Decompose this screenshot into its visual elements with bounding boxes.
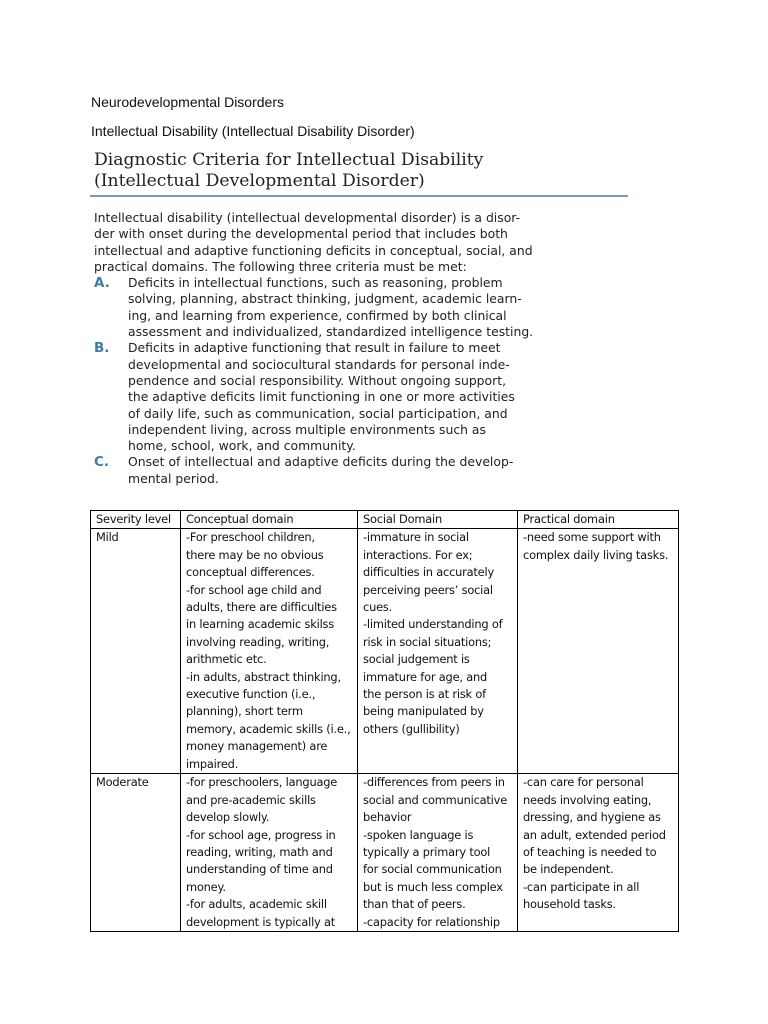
severity-cell: Mild — [91, 529, 181, 774]
header-practical-domain: Practical domain — [518, 511, 679, 529]
conceptual-cell: -for preschoolers, language and pre-academic skills develop slowly. -for school age, progress in reading, writing, math and understanding of time and money. -for adults, academic skill development is typically at — [181, 774, 358, 932]
document-heading-chapter: Neurodevelopmental Disorders — [91, 94, 284, 110]
table-row — [91, 529, 679, 774]
excerpt-intro: Intellectual disability (intellectual developmental disorder) is a disor- der with onset during the developmental period that includes both intellectual and adaptive functioning deficits in conceptual, social, and practical domains. The following three criteria must be met: — [94, 210, 533, 274]
criterion-text: Onset of intellectual and adaptive deficits during the develop- mental period. — [128, 454, 514, 486]
criterion-a — [94, 275, 634, 340]
document-heading-topic: Intellectual Disability (Intellectual Disability Disorder) — [91, 123, 415, 139]
header-severity-level: Severity level — [91, 511, 181, 529]
severity-table — [90, 510, 679, 932]
criteria-list — [94, 275, 634, 487]
criterion-text: Deficits in adaptive functioning that result in failure to meet developmental and sociocultural standards for personal inde- pendence and social responsibility. Without ongoing support, the adaptive deficits limit functioning in one or more activities of daily life, such as communication, social participation, and independent living, across multiple environments such as home, school, work, and community. — [128, 340, 515, 454]
social-cell: -immature in social interactions. For ex; difficulties in accurately perceiving peers’ social cues. -limited understanding of risk in social situations; social judgement is immature for age, and the person is at risk of being manipulated by others (gullibility) — [358, 529, 518, 774]
criterion-letter: C. — [94, 454, 110, 471]
conceptual-cell: -For preschool children, there may be no obvious conceptual differences. -for school age child and adults, there are difficulties in learning academic skilss involving reading, writing, arithmetic etc. -in adults, abstract thinking, executive function (i.e., planning), short term memory, academic skills (i.e., money management) are impaired. — [181, 529, 358, 774]
dsm-criteria-excerpt — [94, 150, 634, 487]
criterion-b — [94, 340, 634, 454]
practical-cell: -can care for personal needs involving eating, dressing, and hygiene as an adult, extended period of teaching is needed to be independent. -can participate in all household tasks. — [518, 774, 679, 932]
criterion-text: Deficits in intellectual functions, such as reasoning, problem solving, planning, abstract thinking, judgment, academic learn- ing, and learning from experience, confirmed by both clinical assessment and individualized, standardized intelligence testing. — [128, 275, 534, 340]
criterion-c — [94, 454, 634, 487]
table-row — [91, 774, 679, 932]
table-header-row — [91, 511, 679, 529]
social-cell: -differences from peers in social and communicative behavior -spoken language is typically a primary tool for social communication but is much less complex than that of peers. -capacity for relationship — [358, 774, 518, 932]
criterion-letter: A. — [94, 275, 110, 292]
practical-cell: -need some support with complex daily living tasks. — [518, 529, 679, 774]
severity-cell: Moderate — [91, 774, 181, 932]
header-social-domain: Social Domain — [358, 511, 518, 529]
header-conceptual-domain: Conceptual domain — [181, 511, 358, 529]
title-divider — [90, 195, 628, 197]
excerpt-body — [94, 210, 634, 487]
excerpt-title: Diagnostic Criteria for Intellectual Disability (Intellectual Developmental Disorder) — [94, 150, 484, 191]
criterion-letter: B. — [94, 340, 110, 357]
